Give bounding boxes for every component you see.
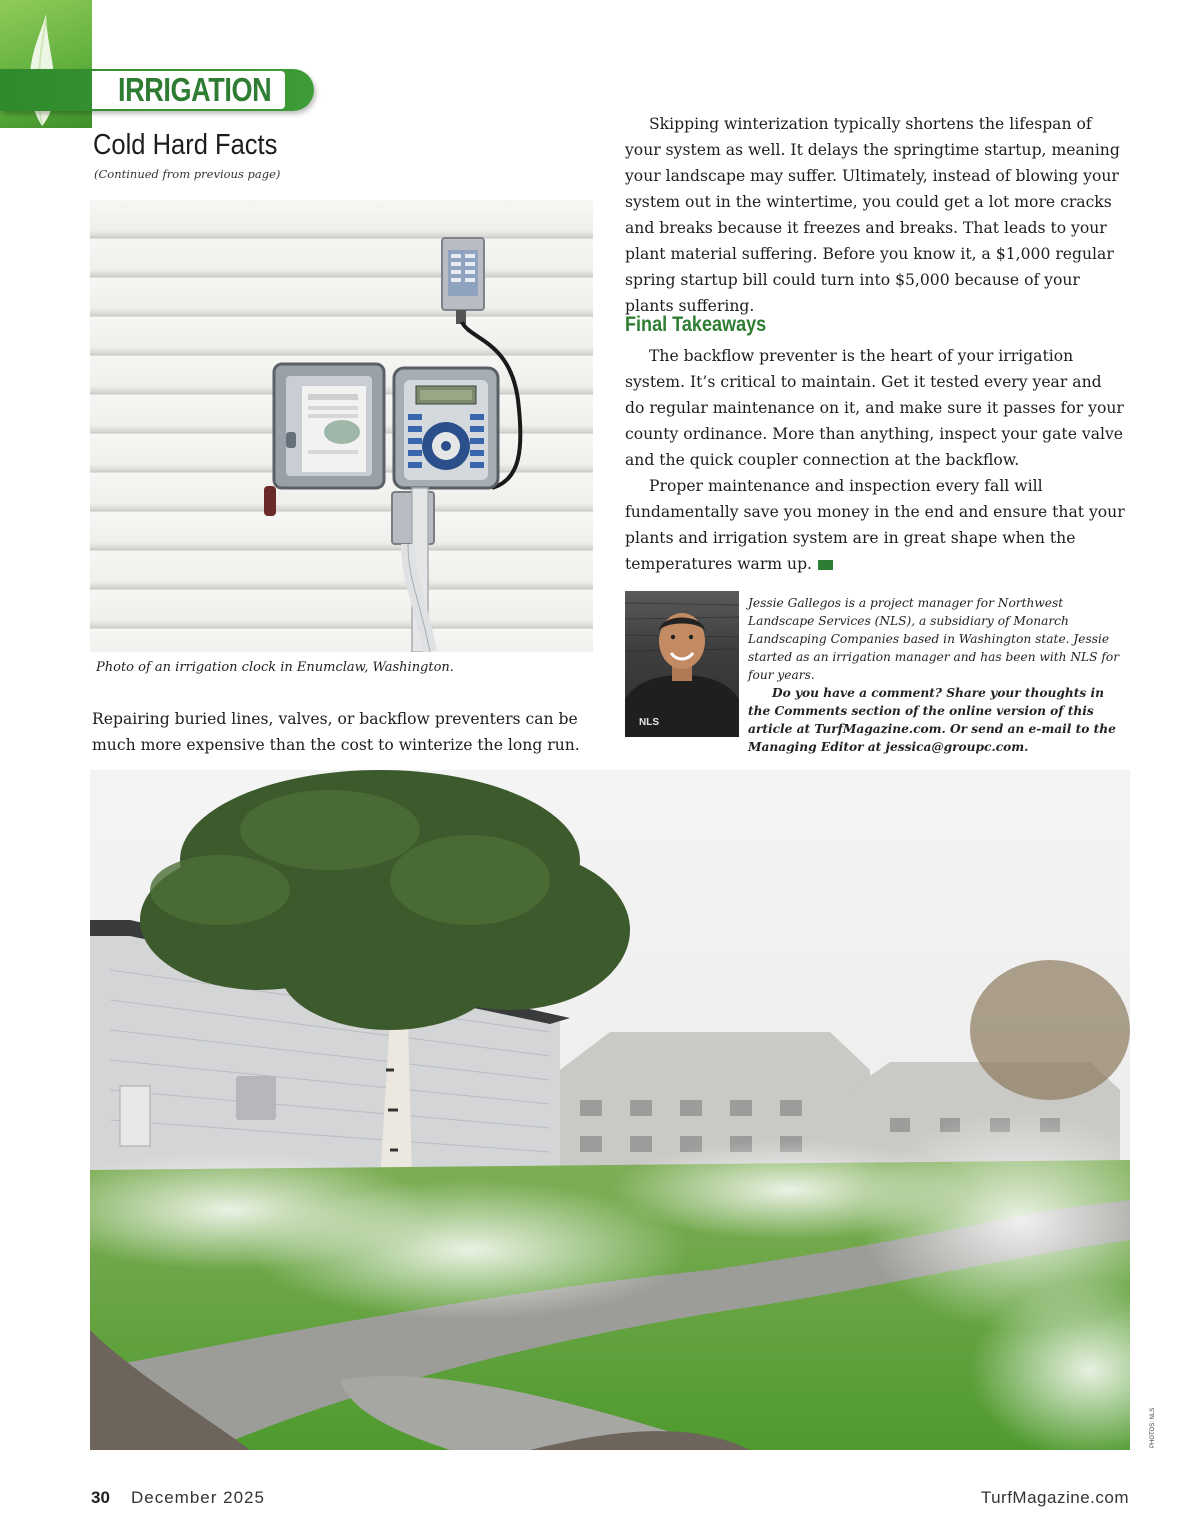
site-url[interactable]: TurfMagazine.com xyxy=(980,1488,1129,1507)
continued-note: (Continued from previous page) xyxy=(94,167,281,181)
irrigation-clock-photo xyxy=(90,200,593,652)
body-paragraph-2: The backflow preventer is the heart of your irrigation system. It’s critical to maintain. Get it tested every year and do regular maintenance on it, and make sure it passes for your county ordinance. More than anything, inspect your gate valve and the quick coupler connection at the backflow. xyxy=(625,347,1124,469)
end-of-article-mark xyxy=(818,560,833,570)
body-paragraph-1: Skipping winterization typically shortens the lifespan of your system as well. It delays the springtime startup, meaning your landscape may suffer. Ultimately, instead of blowing your system out in the wintertime, you could get a lot more cracks and breaks because it freezes and breaks. That leads to your plant material suffering. Before you know it, a $1,000 regular spring startup bill could turn into $5,000 because of your plants suffering. xyxy=(625,115,1120,315)
photo-credit: PHOTOS: NLS xyxy=(1150,1407,1156,1448)
left-body-paragraph: Repairing buried lines, valves, or backflow preventers can be much more expensive than the cost to winterize the long run. xyxy=(92,710,580,754)
author-bio xyxy=(748,594,1128,756)
section-label: IRRIGATION xyxy=(118,71,272,108)
page-number: 30 xyxy=(91,1488,110,1507)
issue-date: December 2025 xyxy=(131,1488,265,1507)
author-headshot xyxy=(625,591,739,737)
author-bio-text: Jessie Gallegos is a project manager for Northwest Landscape Services (NLS), a subsidiary of Monarch Landscaping Companies based in Washington state. Jessie started as an irrigation manager and has been with NLS for four years. xyxy=(748,596,1120,682)
article-title: Cold Hard Facts xyxy=(93,129,278,161)
section-subhead: Final Takeaways xyxy=(625,313,767,336)
photo-caption: Photo of an irrigation clock in Enumclaw, Washington. xyxy=(96,660,454,675)
body-paragraph-3 xyxy=(625,473,1125,577)
body-paragraph-3-text: Proper maintenance and inspection every fall will fundamentally save you money in the end and ensure that your plants and irrigation system are in great shape when the temperatures warm up. xyxy=(625,477,1125,573)
sprinkler-lawn-photo xyxy=(90,770,1130,1450)
comment-call-to-action: Do you have a comment? Share your thoughts in the Comments section of the online version of this article at TurfMagazine.com. Or send an e-mail to the Managing Editor at jessica@groupc.com. xyxy=(748,686,1116,754)
shirt-logo: NLS xyxy=(639,717,659,728)
